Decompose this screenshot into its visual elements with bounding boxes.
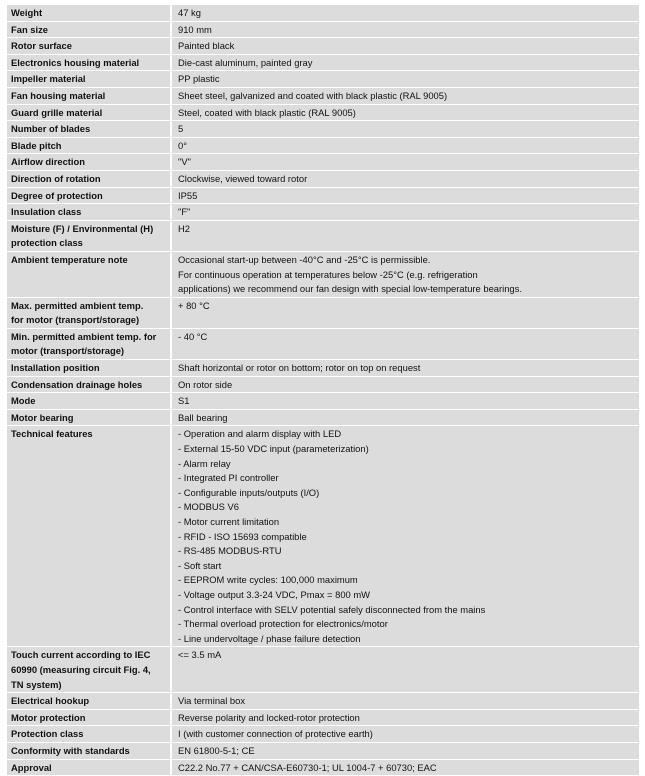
spec-label [7, 121, 172, 137]
spec-value [172, 298, 639, 328]
spec-value [172, 5, 639, 21]
spec-label [7, 221, 172, 251]
spec-label-line: Approval [11, 761, 52, 773]
spec-value-line: Die-cast aluminum, painted gray [178, 56, 313, 68]
spec-value-line: applications) we recommend our fan design with special low-temperature bearings. [178, 283, 522, 295]
spec-value [172, 760, 639, 776]
spec-value [172, 105, 639, 121]
spec-row [7, 393, 639, 409]
spec-value-line: For continuous operation at temperatures below -25°C (e.g. refrigeration [178, 268, 478, 280]
spec-value-line: IP55 [178, 189, 198, 201]
spec-row [7, 377, 639, 393]
spec-label-line: Min. permitted ambient temp. for [11, 330, 157, 342]
spec-row [7, 138, 639, 154]
spec-value [172, 410, 639, 426]
spec-label [7, 105, 172, 121]
spec-label [7, 377, 172, 393]
spec-value [172, 647, 639, 692]
spec-label [7, 360, 172, 376]
spec-value [172, 377, 639, 393]
spec-row [7, 647, 639, 692]
spec-label-line: Weight [11, 7, 43, 18]
spec-row [7, 88, 639, 104]
spec-value-line: Clockwise, viewed toward rotor [178, 172, 308, 184]
spec-row [7, 38, 639, 54]
spec-label [7, 154, 172, 170]
spec-label-line: Motor bearing [11, 411, 74, 423]
spec-label [7, 252, 172, 297]
spec-label [7, 410, 172, 426]
spec-label-line: Guard grille material [11, 106, 103, 118]
spec-value [172, 329, 639, 359]
spec-label [7, 426, 172, 646]
spec-value-line: Ball bearing [178, 411, 228, 423]
spec-value [172, 426, 639, 646]
spec-value-line: Sheet steel, galvanized and coated with black plastic (RAL 9005) [178, 89, 448, 101]
spec-label [7, 138, 172, 154]
spec-table [7, 4, 639, 776]
spec-value-line: + 80 °C [178, 299, 210, 311]
spec-value-line: "F" [178, 206, 191, 218]
spec-label-line: Fan size [11, 23, 48, 35]
spec-value-line: Reverse polarity and locked-rotor protection [178, 711, 360, 723]
spec-label [7, 693, 172, 709]
spec-value-line: Via terminal box [178, 695, 246, 707]
spec-row [7, 105, 639, 121]
spec-value-line: 47 kg [178, 7, 201, 18]
spec-value-line: - MODBUS V6 [178, 501, 239, 513]
spec-row [7, 171, 639, 187]
spec-value [172, 360, 639, 376]
spec-row [7, 121, 639, 137]
spec-row [7, 360, 639, 376]
spec-value-line: - Alarm relay [178, 457, 231, 469]
spec-value [172, 88, 639, 104]
spec-label-line: Direction of rotation [11, 172, 101, 184]
spec-row [7, 726, 639, 742]
spec-value-line: - Motor current limitation [178, 516, 280, 527]
spec-value-line: - EEPROM write cycles: 100,000 maximum [178, 574, 358, 586]
spec-row [7, 710, 639, 726]
spec-value-line: - 40 °C [178, 330, 208, 342]
spec-value-line: Painted black [178, 40, 235, 52]
spec-value-line: Steel, coated with black plastic (RAL 9005) [178, 106, 356, 118]
spec-value [172, 743, 639, 759]
spec-label [7, 329, 172, 359]
spec-value-line: C22.2 No.77 + CAN/CSA-E60730-1; UL 1004-7 + 60730; EAC [178, 761, 437, 773]
spec-value [172, 393, 639, 409]
spec-label-line: motor (transport/storage) [11, 345, 125, 357]
spec-label [7, 760, 172, 776]
spec-label [7, 71, 172, 87]
spec-row [7, 55, 639, 71]
spec-value-line: - RFID - ISO 15693 compatible [178, 530, 307, 542]
spec-label [7, 204, 172, 220]
spec-label-line: TN system) [11, 678, 62, 690]
spec-value [172, 221, 639, 251]
spec-label-line: Installation position [11, 362, 100, 374]
spec-row [7, 426, 639, 646]
spec-value-line: - External 15-50 VDC input (parameterization) [178, 443, 369, 455]
spec-value-line: - RS-485 MODBUS-RTU [178, 545, 282, 557]
spec-row [7, 693, 639, 709]
spec-value [172, 710, 639, 726]
spec-label-line: Rotor surface [11, 40, 72, 52]
spec-value-line: Shaft horizontal or rotor on bottom; rotor on top on request [178, 362, 421, 374]
spec-label-line: Max. permitted ambient temp. [11, 299, 144, 311]
spec-value-line: - Line undervoltage / phase failure detection [178, 632, 361, 644]
spec-value-line: - Configurable inputs/outputs (I/O) [178, 486, 320, 498]
spec-label [7, 22, 172, 38]
spec-label [7, 743, 172, 759]
spec-label-line: Number of blades [11, 123, 91, 135]
spec-row [7, 188, 639, 204]
spec-value-line: EN 61800-5-1; CE [178, 744, 255, 756]
spec-value-line: - Thermal overload protection for electronics/motor [178, 618, 388, 630]
spec-sheet [7, 4, 639, 776]
spec-value-line: H2 [178, 222, 190, 234]
spec-value-line: On rotor side [178, 378, 233, 390]
spec-value-line: S1 [178, 395, 190, 407]
spec-label [7, 38, 172, 54]
spec-row [7, 410, 639, 426]
spec-value-line: I (with customer connection of protective earth) [178, 728, 373, 740]
spec-label-line: Fan housing material [11, 89, 106, 101]
spec-label-line: Degree of protection [11, 189, 103, 201]
spec-value-line: Occasional start-up between -40°C and -25°C is permissible. [178, 253, 431, 265]
spec-value-line: "V" [178, 156, 191, 168]
spec-row [7, 71, 639, 87]
spec-value-line: PP plastic [178, 73, 220, 85]
spec-value [172, 71, 639, 87]
spec-label [7, 710, 172, 726]
spec-value [172, 121, 639, 137]
spec-value [172, 38, 639, 54]
spec-row [7, 22, 639, 38]
spec-value [172, 171, 639, 187]
spec-label [7, 298, 172, 328]
spec-label [7, 726, 172, 742]
spec-label [7, 188, 172, 204]
spec-value [172, 55, 639, 71]
spec-label [7, 5, 172, 21]
spec-value [172, 138, 639, 154]
spec-label-line: 60990 (measuring circuit Fig. 4, [11, 663, 151, 675]
spec-label-line: Condensation drainage holes [11, 378, 143, 390]
spec-value-line: 910 mm [178, 23, 212, 35]
spec-label [7, 647, 172, 692]
spec-label-line: Electronics housing material [11, 56, 140, 68]
spec-value [172, 693, 639, 709]
spec-label-line: Blade pitch [11, 139, 62, 151]
spec-row [7, 298, 639, 328]
spec-value [172, 726, 639, 742]
spec-label-line: Airflow direction [11, 156, 85, 168]
spec-label-line: Moisture (F) / Environmental (H) [11, 222, 154, 234]
spec-row [7, 154, 639, 170]
spec-value-line: - Integrated PI controller [178, 472, 279, 484]
spec-label-line: Touch current according to IEC [11, 649, 151, 661]
spec-row [7, 743, 639, 759]
spec-value-line: - Control interface with SELV potential safely disconnected from the mains [178, 603, 486, 615]
spec-label [7, 393, 172, 409]
spec-value [172, 22, 639, 38]
spec-row [7, 760, 639, 776]
spec-value [172, 204, 639, 220]
spec-label [7, 171, 172, 187]
spec-row [7, 5, 639, 21]
spec-value-line: 5 [178, 123, 184, 135]
spec-label-line: Insulation class [11, 206, 82, 218]
spec-row [7, 204, 639, 220]
spec-row [7, 221, 639, 251]
spec-label-line: Ambient temperature note [11, 253, 128, 265]
spec-label-line: Conformity with standards [11, 744, 130, 756]
spec-label-line: Electrical hookup [11, 695, 90, 707]
spec-value [172, 188, 639, 204]
spec-label-line: Mode [11, 395, 36, 407]
spec-label-line: for motor (transport/storage) [11, 314, 140, 326]
spec-label [7, 55, 172, 71]
spec-value-line: <= 3.5 mA [178, 649, 222, 661]
spec-label-line: Technical features [11, 428, 93, 440]
spec-label-line: Impeller material [11, 73, 86, 85]
spec-value-line: 0° [178, 139, 187, 151]
spec-value [172, 154, 639, 170]
spec-label-line: Motor protection [11, 711, 86, 723]
spec-row [7, 252, 639, 297]
spec-label [7, 88, 172, 104]
spec-label-line: protection class [11, 237, 83, 249]
spec-value-line: - Operation and alarm display with LED [178, 428, 342, 440]
spec-value [172, 252, 639, 297]
spec-value-line: - Voltage output 3.3-24 VDC, Pmax = 800 mW [178, 588, 371, 600]
spec-table-body [7, 5, 639, 775]
spec-label-line: Protection class [11, 728, 84, 740]
spec-row [7, 329, 639, 359]
spec-value-line: - Soft start [178, 559, 222, 571]
